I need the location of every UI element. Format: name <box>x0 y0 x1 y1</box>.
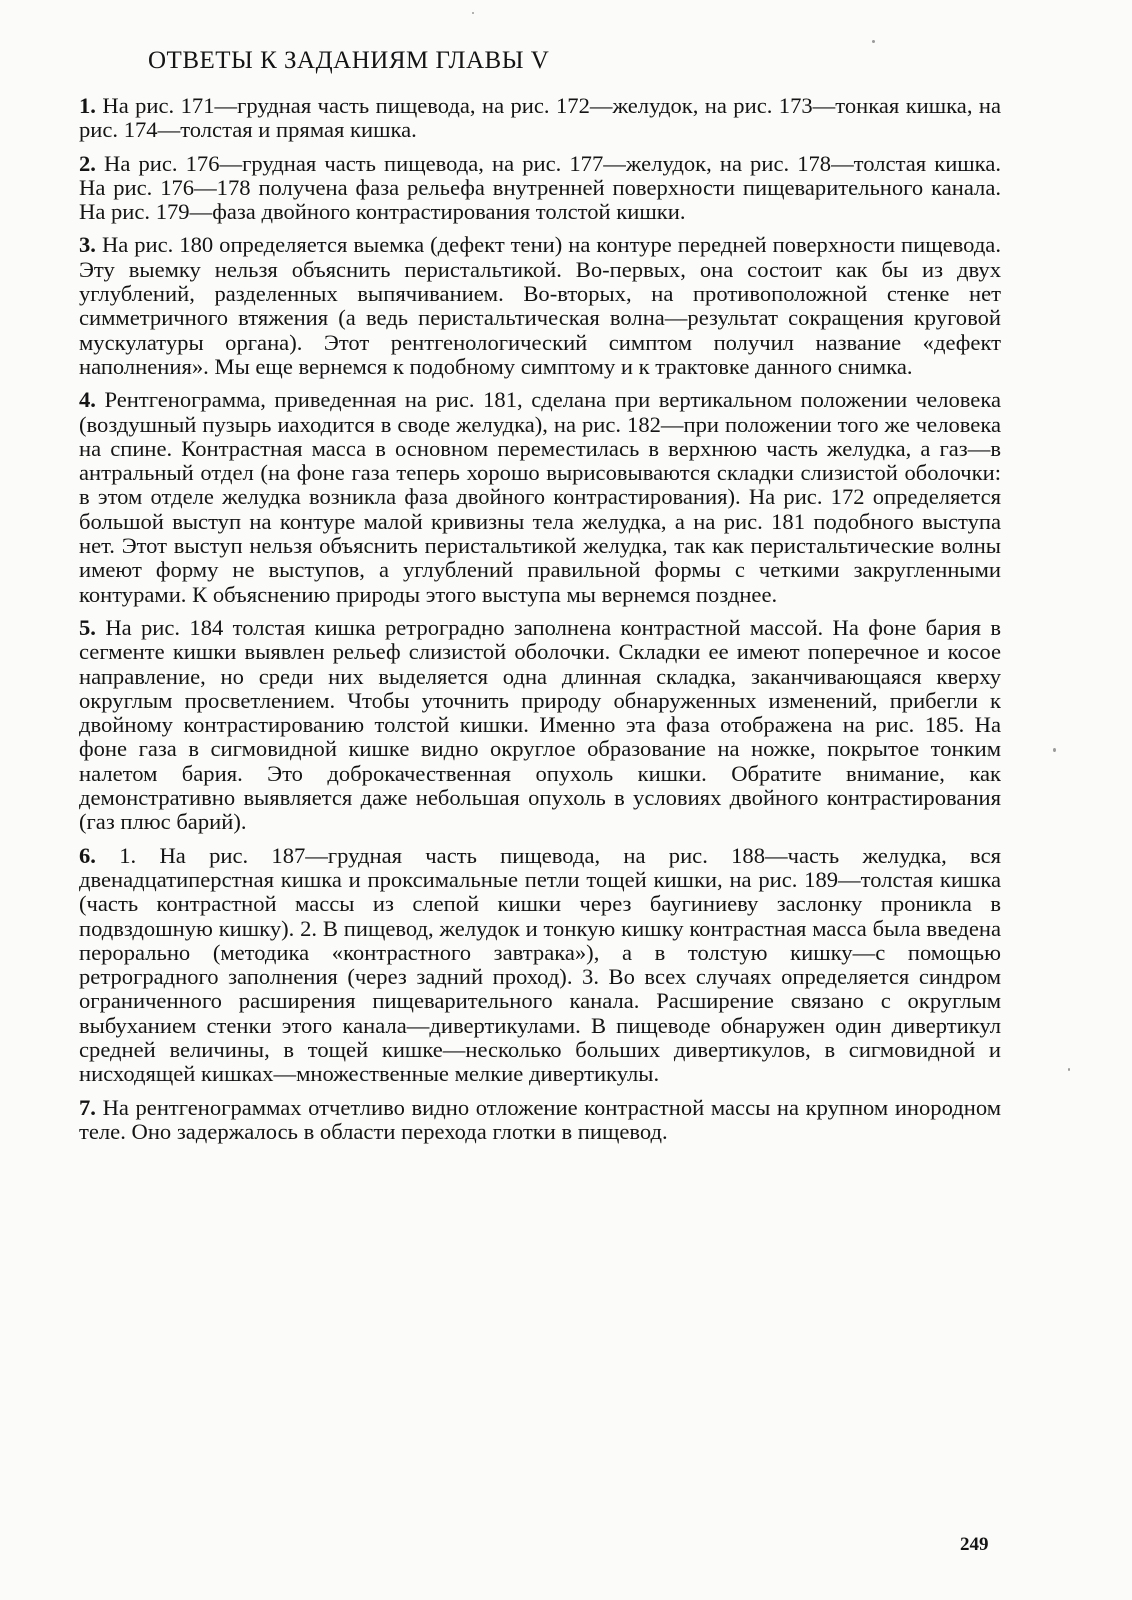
answer-text: 1. На рис. 187—грудная часть пищевода, на рис. 188—часть желудка, вся двенадцатиперстная кишка и проксимальные петли тощей кишки, на рис. 189—толстая кишка (часть контрастной массы из слепой кишки через баугиниеву заслонку проникла в подвздошную кишку). 2. В пищевод, желудок и тонкую кишку контрастная масса была введена перорально (методика «контрастного завтрака»), а в толстую кишку—с помощью ретроградного заполнения (через задний проход). 3. Во всех случаях определяется синдром ограниченного расширения пищеварительного канала. Расширение связано с округлым выбуханием стенки этого канала—дивертикулами. В пищеводе обнаружен один дивертикул средней величины, в тощей кишке—несколько больших дивертикулов, в сигмовидной и нисходящей кишках—множественные мелкие дивертикулы. <box>79 842 1001 1087</box>
answer-text: На рис. 176—грудная часть пищевода, на рис. 177—желудок, на рис. 178—толстая кишка. На рис. 176—178 получена фаза рельефа внутренней поверхности пищеварительного канала. На рис. 179—фаза двойного контрастирования толстой кишки. <box>79 150 1001 225</box>
answer-3 <box>79 233 1001 379</box>
scan-speck <box>1053 748 1056 752</box>
page-number: 249 <box>960 1534 989 1555</box>
answer-5 <box>79 616 1001 835</box>
answer-text: На рис. 180 определяется выемка (дефект тени) на контуре передней поверхности пищевода. Эту выемку нельзя объяснить перистальтикой. Во-первых, она состоит как бы из двух углублений, разделенных выпячиванием. Во-вторых, на противоположной стенке нет симметричного втяжения (а ведь перистальтическая волна—результат сокращения круговой мускулатуры органа). Этот рентгенологический симптом получил название «дефект наполнения». Мы еще вернемся к подобному симптому и к трактовке данного снимка. <box>79 232 1001 379</box>
answer-text: На рис. 184 толстая кишка ретроградно заполнена контрастной массой. На фоне бария в сегменте кишки выявлен рельеф слизистой оболочки. Складки ее имеют поперечное и косое направление, но среди них выделяется одна длинная складка, заканчивающаяся кверху округлым просветлением. Чтобы уточнить природу обнаруженных изменений, прибегли к двойному контрастированию толстой кишки. Именно эта фаза отображена на рис. 185. На фоне газа в сигмовидной кишке видно округлое образование на ножке, покрытое тонким налетом бария. Это доброкачественная опухоль кишки. Обратите внимание, как демонстративно выявляется даже небольшая опухоль в условиях двойного контрастирования (газ плюс барий). <box>79 614 1001 835</box>
answer-2 <box>79 152 1001 225</box>
answer-text: Рентгенограмма, приведенная на рис. 181, сделана при вертикальном положении человека (воздушный пузырь иаходится в своде желудка), на рис. 182—при положении того же человека на спине. Контрастная масса в основном переместилась в верхнюю часть желудка, а газ—в антральный отдел (на фоне газа теперь хорошо вырисовываются складки слизистой оболочки: в этом отделе желудка возникла фаза двойного контрастирования). На рис. 172 определяется большой выступ на контуре малой кривизны тела желудка, а на рис. 181 подобного выступа нет. Этот выступ нельзя объяснить перистальтикой желудка, так как перистальтические волны имеют форму не выступов, а углублений правильной формы с четкими закругленными контурами. К объяснению природы этого выступа мы вернемся позднее. <box>79 387 1001 607</box>
chapter-title: ОТВЕТЫ К ЗАДАНИЯМ ГЛАВЫ V <box>148 47 550 74</box>
answer-number: 4. <box>79 387 96 413</box>
answer-1 <box>79 94 1001 143</box>
answer-number: 1. <box>79 93 96 118</box>
answer-number: 3. <box>79 232 96 258</box>
scan-speck <box>872 40 875 43</box>
answer-number: 7. <box>79 1094 96 1120</box>
answer-text: На рентгенограммах отчетливо видно отложение контрастной массы на крупном инородном теле. Оно задержалось в области перехода глотки в пищевод. <box>79 1094 1001 1144</box>
answer-number: 5. <box>79 614 96 640</box>
answer-text: На рис. 171—грудная часть пищевода, на рис. 172—желудок, на рис. 173—тонкая кишка, на рис. 174—толстая и прямая кишка. <box>79 93 1001 143</box>
answer-6 <box>79 844 1001 1087</box>
scan-speck <box>1068 1068 1070 1071</box>
answer-number: 2. <box>79 150 96 176</box>
document-page <box>79 46 1001 1153</box>
answer-7 <box>79 1096 1001 1145</box>
scan-speck <box>472 12 474 14</box>
answer-4 <box>79 388 1001 607</box>
answer-number: 6. <box>79 842 96 868</box>
